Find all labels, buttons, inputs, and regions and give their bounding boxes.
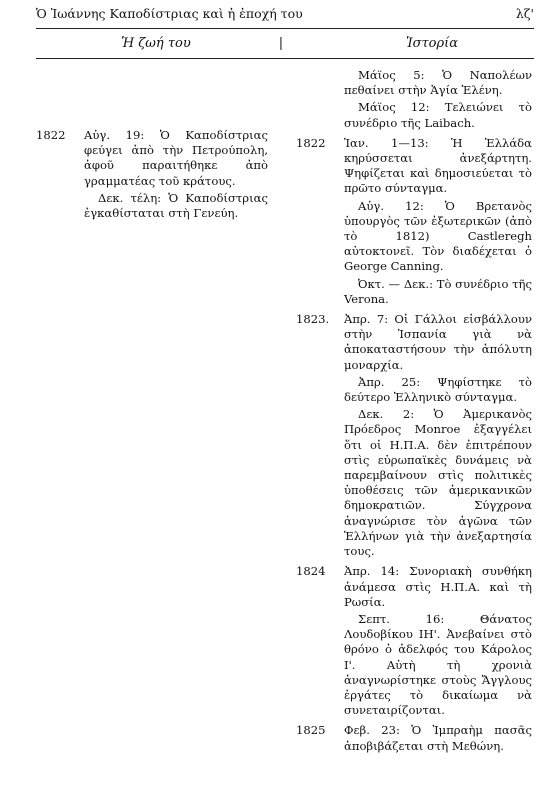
entry-text: Ἀπρ. 25: Ψηφίστηκε τὸ δεύτερο Ἑλληνικὸ σύνταγμα. (344, 374, 532, 405)
entry-body (84, 128, 268, 221)
entry-body (344, 564, 532, 718)
entry-text: Αὐγ. 12: Ὁ Βρετανὸς ὑπουργὸς τῶν ἐξωτερικῶν (ἀπὸ τὸ 1812) Castleregh αὐτοκτονεῖ. Τὸν διαδέχεται ὁ George Canning. (344, 198, 532, 274)
entry-year: 1823. (296, 312, 330, 327)
column-headings (36, 36, 534, 54)
entry-year: 1822 (36, 128, 66, 142)
history-entry-1823 (296, 312, 532, 559)
entry-body (344, 68, 532, 131)
entry-year: 1822 (296, 135, 326, 150)
entry-text: Αὐγ. 19: Ὁ Καποδίστριας φεύγει ἀπὸ τὴν Πετρούπολη, ἀφοῦ παραιτήθηκε ἀπὸ γραμματέας τοῦ κράτους. (84, 128, 268, 188)
entry-body (344, 723, 532, 753)
life-column (36, 128, 268, 226)
entry-text: Ἀπρ. 14: Συνοριακὴ συνθήκη ἀνάμεσα στὶς Η.Π.Α. καὶ τὴ Ρωσία. (344, 564, 532, 609)
left-column-heading: Ἡ ζωή του (121, 36, 191, 51)
entry-year: 1825 (296, 723, 326, 738)
history-column (296, 66, 532, 759)
running-header (36, 4, 534, 24)
entry-year: 1824 (296, 564, 326, 579)
entry-body (344, 312, 532, 559)
entry-text: Μάϊος 5: Ὁ Ναπολέων πεθαίνει στὴν Ἁγία Ἑλένη. (344, 68, 532, 98)
entry-text: Ἰαν. 1—13: Ἡ Ἑλλάδα κηρύσσεται ἀνεξάρτητη. Ψηφίζεται καὶ δημοσιεύεται τὸ πρῶτο σύνταγμα. (344, 135, 532, 196)
running-title: Ὁ Ἰωάννης Καποδίστριας καὶ ἡ ἐποχή του (36, 6, 303, 21)
history-entry-1824 (296, 564, 532, 718)
history-entry-continued (296, 68, 532, 131)
history-entry-1822 (296, 136, 532, 307)
entry-text: Δεκ. 2: Ὁ Ἀμερικανὸς Πρόεδρος Monroe ἐξαγγέλει ὅτι οἱ Η.Π.Α. δὲν ἐπιτρέπουν στὶς εὐρωπαϊκὲς δυνάμεις νὰ παρεμβαίνουν στὶς πολιτικὲς ὑποθέσεις τῶν ἀμερικανικῶν δημοκρατιῶν. Σύγχρονα ἀναγνώρισε τὸν ἀγῶνα τῶν Ἑλλήνων γιὰ τὴν ἀνεξαρτησία τους. (344, 407, 532, 559)
column-separator: | (278, 36, 284, 51)
entry-text: Σεπτ. 16: Θάνατος Λουδοβίκου ΙΗ'. Ἀνεβαίνει στὸ θρόνο ὁ ἀδελφός του Κάρολος Ι'. Αὐτὴ τὴ χρονιὰ ἀναγνωρίστηκε στοὺς Ἄγγλους ἐργάτες τὸ δικαίωμα νὰ συνεταιρίζονται. (344, 611, 532, 718)
entry-text: Ὀκτ. — Δεκ.: Τὸ συνέδριο τῆς Verona. (344, 276, 532, 306)
entry-text: Μάϊος 12: Τελειώνει τὸ συνέδριο τῆς Laibach. (344, 100, 532, 130)
entry-text: Δεκ. τέλη: Ὁ Καποδίστριας ἐγκαθίσταται στὴ Γενεύη. (84, 190, 268, 221)
entry-text: Ἀπρ. 7: Οἱ Γάλλοι εἰσβάλλουν στὴν Ἰσπανία γιὰ νὰ ἀποκαταστήσουν τὴν ἀπόλυτη μοναρχία. (344, 312, 532, 372)
column-heading-rule (36, 58, 534, 59)
right-column-heading: Ἱστορία (405, 36, 459, 51)
entry-body (344, 136, 532, 307)
history-entry-1825 (296, 723, 532, 753)
life-entry-1822 (36, 128, 268, 221)
page-number: λζ' (515, 6, 534, 21)
entry-text: Φεβ. 23: Ὁ Ἰμπραὴμ πασᾶς ἀποβιβάζεται στὴ Μεθώνη. (344, 723, 532, 753)
header-rule (36, 28, 534, 29)
